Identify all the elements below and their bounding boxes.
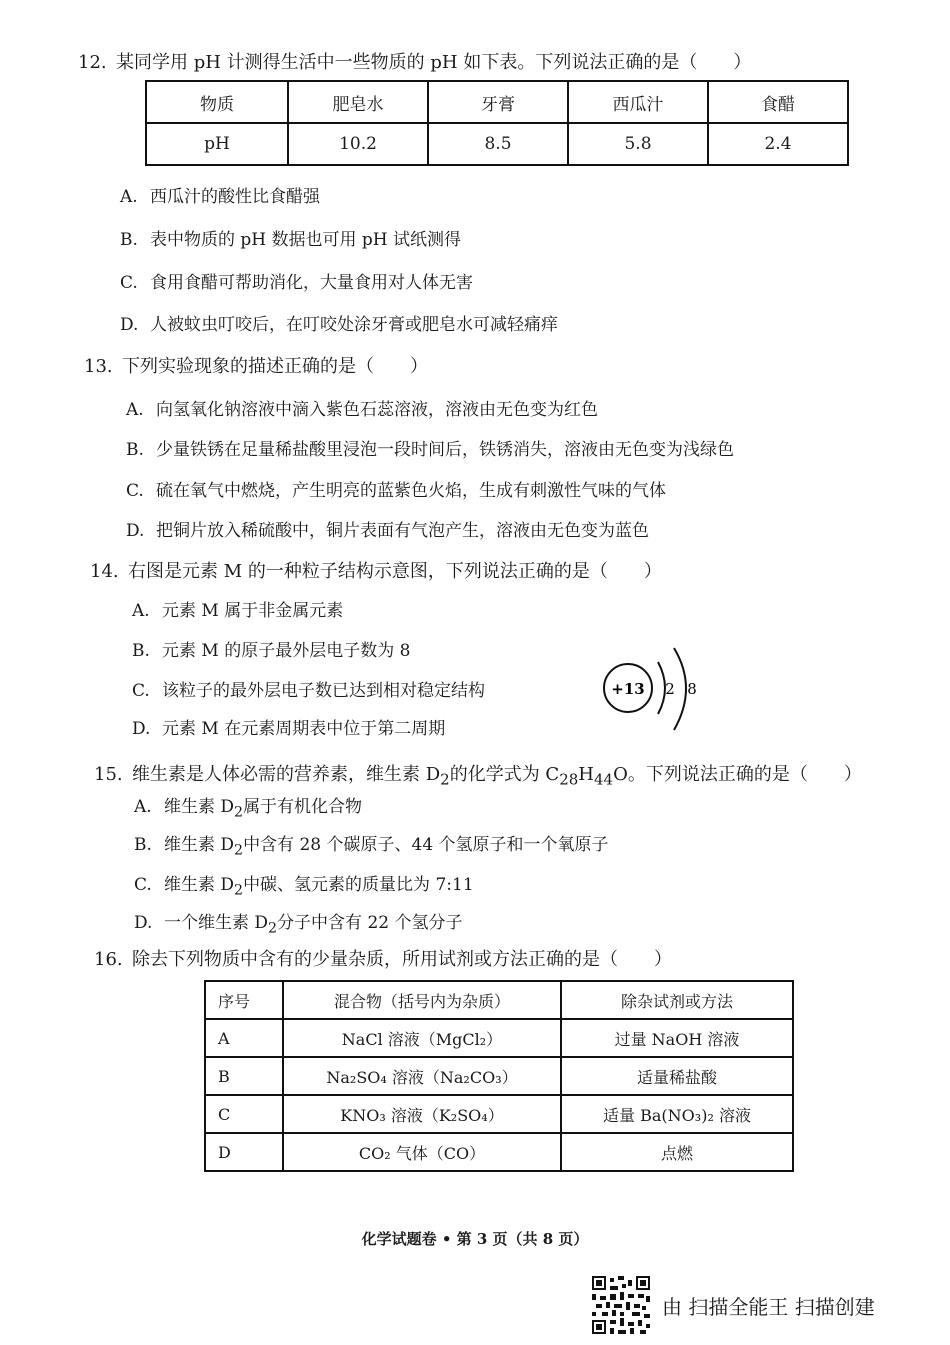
- q15-option-a: A. 维生素 $D_2$属于有机化合物: [134, 797, 363, 821]
- ph-value-cell: pH: [146, 123, 288, 165]
- atom-structure-diagram: [600, 640, 710, 740]
- q12-option-c: C. 食用食醋可帮助消化，大量食用对人体无害: [120, 273, 473, 293]
- q12-option-a: A. 西瓜汁的酸性比食醋强: [120, 187, 320, 207]
- ph-table-header-row: [146, 81, 848, 123]
- impurity-row: A NaCl 溶液（MgCl₂） 过量 NaOH 溶液: [205, 1019, 793, 1057]
- q15-option-b: B. 维生素 $D_2$中含有 28 个碳原子、44 个氢原子和一个氧原子: [134, 835, 609, 859]
- q15-option-c: C. 维生素 $D_2$中碳、氢元素的质量比为 7:11: [134, 875, 474, 899]
- ph-value-cell: 2.4: [708, 123, 848, 165]
- ph-table: [145, 80, 849, 166]
- ph-value-cell: 8.5: [428, 123, 568, 165]
- q16-stem: 16. 除去下列物质中含有的少量杂质，所用试剂或方法正确的是（ ）: [94, 949, 672, 970]
- q13-option-d: D. 把铜片放入稀硫酸中，铜片表面有气泡产生，溶液由无色变为蓝色: [126, 521, 649, 541]
- impurity-table: [204, 980, 794, 1172]
- q12-stem: [78, 48, 751, 74]
- impurity-row: C KNO₃ 溶液（K₂SO₄） 适量 Ba(NO₃)₂ 溶液: [205, 1095, 793, 1133]
- ph-header-cell: 肥皂水: [288, 81, 428, 123]
- q14-option-d: D. 元素 M 在元素周期表中位于第二周期: [132, 719, 446, 739]
- impurity-header-cell: 序号: [205, 981, 283, 1019]
- q13-stem: 13. 下列实验现象的描述正确的是（ ）: [84, 356, 428, 377]
- impurity-header-cell: 除杂试剂或方法: [561, 981, 793, 1019]
- q15-stem: 15. 维生素是人体必需的营养素，维生素 $D_2$的化学式为 $C_{28}H_{44}O$。下列说法正确的是（ ）: [94, 764, 862, 789]
- q12-text: 某同学用 pH 计测得生活中一些物质的 pH 如下表。下列说法正确的是（ ）: [116, 52, 752, 73]
- q14-option-c: C. 该粒子的最外层电子数已达到相对稳定结构: [132, 681, 485, 701]
- q13-option-b: B. 少量铁锈在足量稀盐酸里浸泡一段时间后，铁锈消失，溶液由无色变为浅绿色: [126, 440, 734, 460]
- q14-stem: 14. 右图是元素 M 的一种粒子结构示意图，下列说法正确的是（ ）: [90, 561, 662, 582]
- shell-arc-1: [658, 662, 665, 714]
- shell-arc-2: [674, 648, 686, 730]
- qr-code-icon: [592, 1276, 650, 1334]
- ph-value-cell: 10.2: [288, 123, 428, 165]
- shell-electrons-1: 2: [665, 680, 675, 698]
- shell-electrons-2: 8: [687, 680, 697, 698]
- impurity-header-cell: 混合物（括号内为杂质）: [283, 981, 561, 1019]
- q12-number: 12.: [78, 52, 107, 73]
- q14-option-a: A. 元素 M 属于非金属元素: [132, 601, 344, 621]
- q15-option-d: D. 一个维生素 $D_2$分子中含有 22 个氢分子: [134, 913, 463, 937]
- ph-value-cell: 5.8: [568, 123, 708, 165]
- q12-option-b: B. 表中物质的 pH 数据也可用 pH 试纸测得: [120, 230, 462, 250]
- impurity-row: B Na₂SO₄ 溶液（Na₂CO₃） 适量稀盐酸: [205, 1057, 793, 1095]
- q12-option-d: D. 人被蚊虫叮咬后，在叮咬处涂牙膏或肥皂水可减轻痛痒: [120, 315, 558, 335]
- scanner-text: 由 扫描全能王 扫描创建: [662, 1294, 875, 1319]
- impurity-row: D CO₂ 气体（CO） 点燃: [205, 1133, 793, 1171]
- ph-header-cell: 牙膏: [428, 81, 568, 123]
- q14-option-b: B. 元素 M 的原子最外层电子数为 8: [132, 641, 411, 661]
- impurity-header-row: [205, 981, 793, 1019]
- ph-table-value-row: [146, 123, 848, 165]
- ph-header-cell: 食醋: [708, 81, 848, 123]
- page-footer: 化学试题卷 • 第 3 页（共 8 页）: [361, 1230, 589, 1248]
- scanner-watermark: [592, 1276, 875, 1334]
- q13-option-a: A. 向氢氧化钠溶液中滴入紫色石蕊溶液，溶液由无色变为红色: [126, 400, 598, 420]
- q13-option-c: C. 硫在氧气中燃烧，产生明亮的蓝紫色火焰，生成有刺激性气味的气体: [126, 481, 666, 501]
- nucleus-charge: +13: [611, 680, 645, 698]
- ph-header-cell: 西瓜汁: [568, 81, 708, 123]
- ph-header-cell: 物质: [146, 81, 288, 123]
